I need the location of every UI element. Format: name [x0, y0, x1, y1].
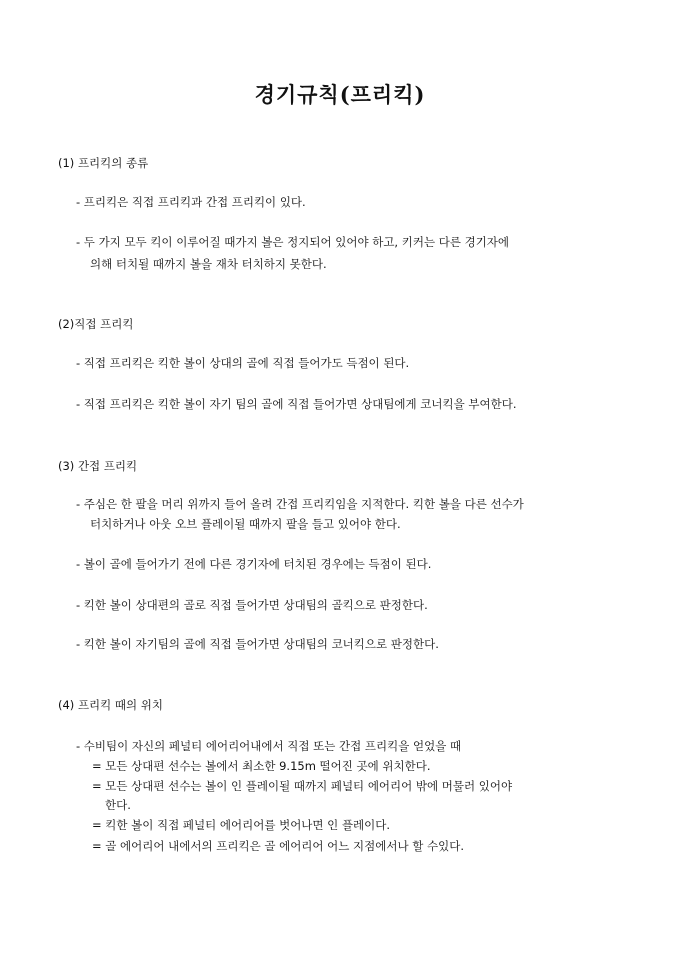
- section-1-item-2-continuation: 의해 터치될 때까지 볼을 재차 터치하지 못한다.: [90, 257, 327, 271]
- section-heading-2: (2)직접 프리킥: [58, 317, 134, 331]
- section-4-subitem-1: = 모든 상대편 선수는 볼에서 최소한 9.15m 떨어진 곳에 위치한다.: [92, 759, 431, 773]
- document-title: 경기규칙(프리킥): [254, 82, 426, 107]
- section-3-item-1: - 주심은 한 팔을 머리 위까지 들어 올려 간접 프리킥임을 지적한다. 킥한 볼을 다른 선수가: [76, 497, 524, 511]
- section-4-subitem-2-continuation: 한다.: [105, 798, 131, 812]
- section-2-item-2: - 직접 프리킥은 킥한 볼이 자기 팀의 골에 직접 들어가면 상대팀에게 코너킥을 부여한다.: [76, 397, 517, 411]
- section-3-item-2: - 볼이 골에 들어가기 전에 다른 경기자에 터치된 경우에는 득점이 된다.: [76, 557, 432, 571]
- section-3-item-1-continuation: 터치하거나 아웃 오브 플레이될 때까지 팔을 들고 있어야 한다.: [90, 517, 401, 531]
- section-4-subitem-2: = 모든 상대편 선수는 볼이 인 플레이될 때까지 페널티 에어리어 밖에 머물러 있어야: [92, 779, 513, 793]
- section-4-subitem-3: = 킥한 볼이 직접 페널티 에어리어를 벗어나면 인 플레이다.: [92, 818, 391, 832]
- section-heading-4: (4) 프리킥 때의 위치: [58, 698, 164, 712]
- section-heading-3: (3) 간접 프리킥: [58, 459, 138, 473]
- section-4-subitem-4: = 골 에어리어 내에서의 프리킥은 골 에어리어 어느 지점에서나 할 수있다.: [92, 839, 465, 853]
- section-heading-1: (1) 프리킥의 종류: [58, 156, 149, 170]
- section-3-item-3: - 킥한 볼이 상대편의 골로 직접 들어가면 상대팀의 골킥으로 판정한다.: [76, 598, 428, 612]
- section-2-item-1: - 직접 프리킥은 킥한 볼이 상대의 골에 직접 들어가도 득점이 된다.: [76, 356, 410, 370]
- section-1-item-1: - 프리킥은 직접 프리킥과 간접 프리킥이 있다.: [76, 195, 306, 209]
- section-4-item-1: - 수비팀이 자신의 페널티 에어리어내에서 직접 또는 간접 프리킥을 얻었을 때: [76, 739, 462, 753]
- section-3-item-4: - 킥한 볼이 자기팀의 골에 직접 들어가면 상대팀의 코너킥으로 판정한다.: [76, 637, 439, 651]
- section-1-item-2: - 두 가지 모두 킥이 이루어질 때가지 볼은 정지되어 있어야 하고, 키커는 다른 경기자에: [76, 235, 510, 249]
